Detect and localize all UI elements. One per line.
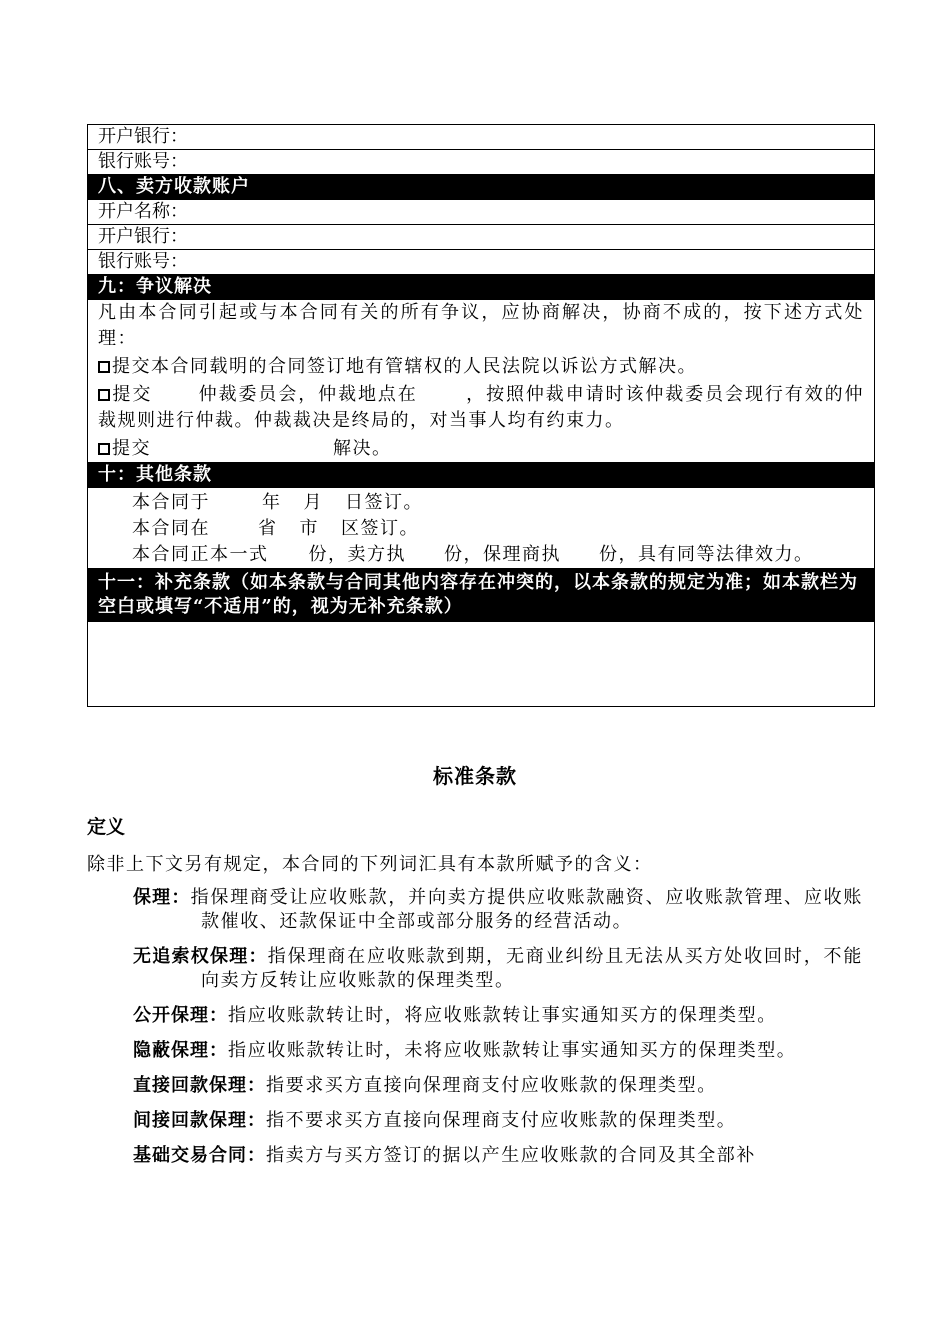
definition-term: 基础交易合同：	[133, 1145, 266, 1166]
definition-item	[133, 1144, 863, 1168]
dispute-resolution-block	[88, 300, 874, 463]
other-terms-block	[88, 488, 874, 569]
definition-text: 指应收账款转让时，将应收账款转让事实通知买方的保理类型。	[228, 1005, 777, 1026]
definition-term: 间接回款保理：	[133, 1110, 266, 1131]
option3-suffix: 解决。	[333, 438, 392, 459]
section11-heading: 十一：补充条款（如本条款与合同其他内容存在冲突的，以本条款的规定为准；如本款栏为空白或填写“不适用”的，视为无补充条款）	[88, 569, 874, 622]
definition-term: 直接回款保理：	[133, 1075, 266, 1096]
definition-term: 公开保理：	[133, 1005, 228, 1026]
option2-middle: 仲裁委员会，仲裁地点在	[198, 384, 418, 405]
page-title: 标准条款	[433, 764, 517, 788]
definition-item	[133, 1074, 863, 1098]
seller-bank-label: 开户银行：	[98, 226, 188, 247]
buyer-bank-label: 开户银行：	[98, 126, 188, 147]
seller-account-label: 银行账号：	[98, 251, 188, 272]
buyer-bank-row	[88, 125, 874, 150]
seller-bank-row	[88, 225, 874, 250]
section8-heading: 八、卖方收款账户	[88, 175, 874, 200]
contract-form-table	[87, 124, 875, 707]
definition-text: 指卖方与买方签订的据以产生应收账款的合同及其全部补	[266, 1145, 756, 1166]
seller-account-name-row	[88, 200, 874, 225]
option1-text: 提交本合同载明的合同签订地有管辖权的人民法院以诉讼方式解决。	[112, 356, 697, 377]
other-terms-item-date: 本合同于 年 月 日签订。	[132, 492, 423, 513]
definition-term: 隐蔽保理：	[133, 1040, 228, 1061]
definition-item	[133, 1109, 863, 1133]
dispute-intro: 凡由本合同引起或与本合同有关的所有争议，应协商解决，协商不成的，按下述方式处理：	[98, 302, 864, 349]
seller-account-row	[88, 250, 874, 275]
section10-heading: 十：其他条款	[88, 463, 874, 488]
definition-item	[133, 1004, 863, 1028]
definition-item	[133, 1039, 863, 1063]
definitions-heading: 定义	[87, 816, 126, 838]
definition-text: 指要求买方直接向保理商支付应收账款的保理类型。	[266, 1075, 717, 1096]
definitions-list	[133, 886, 863, 1179]
buyer-account-row	[88, 150, 874, 175]
option3-prefix: 提交	[112, 438, 151, 459]
checkbox-litigation[interactable]	[98, 361, 110, 373]
definition-term: 无追索权保理：	[133, 946, 268, 967]
dispute-option-other	[98, 436, 864, 462]
checkbox-arbitration[interactable]	[98, 389, 110, 401]
definitions-intro: 除非上下文另有规定，本合同的下列词汇具有本款所赋予的含义：	[87, 854, 653, 875]
definition-text: 指不要求买方直接向保理商支付应收账款的保理类型。	[266, 1110, 737, 1131]
option2-suffix: ，按照仲裁申请时该仲裁委员会现行有效的仲裁规则进行仲裁。仲裁裁决是终局的，对当事人均有约束力。	[98, 384, 865, 431]
definition-text: 指保理商受让应收账款，并向卖方提供应收账款融资、应收账款管理、应收账款催收、还款保证中全部或部分服务的经营活动。	[190, 887, 864, 932]
other-terms-item-place: 本合同在 省 市 区签订。	[132, 518, 419, 539]
other-terms-item-copies: 本合同正本一式 份，卖方执 份，保理商执 份，具有同等法律效力。	[132, 544, 814, 565]
option2-prefix: 提交	[112, 384, 153, 405]
definition-item	[133, 886, 863, 934]
definition-item	[133, 945, 863, 993]
buyer-account-label: 银行账号：	[98, 151, 188, 172]
seller-account-name-label: 开户名称：	[98, 201, 188, 222]
definition-term: 保理：	[133, 887, 191, 908]
section9-heading: 九：争议解决	[88, 275, 874, 300]
definition-text: 指应收账款转让时，未将应收账款转让事实通知买方的保理类型。	[228, 1040, 797, 1061]
definition-text: 指保理商在应收账款到期，无商业纠纷且无法从买方处收回时，不能向卖方反转让应收账款的保理类型。	[201, 946, 863, 991]
dispute-option-arbitration	[98, 382, 864, 434]
supplementary-terms-field[interactable]	[88, 622, 874, 706]
checkbox-other[interactable]	[98, 443, 110, 455]
dispute-option-litigation	[98, 354, 864, 380]
